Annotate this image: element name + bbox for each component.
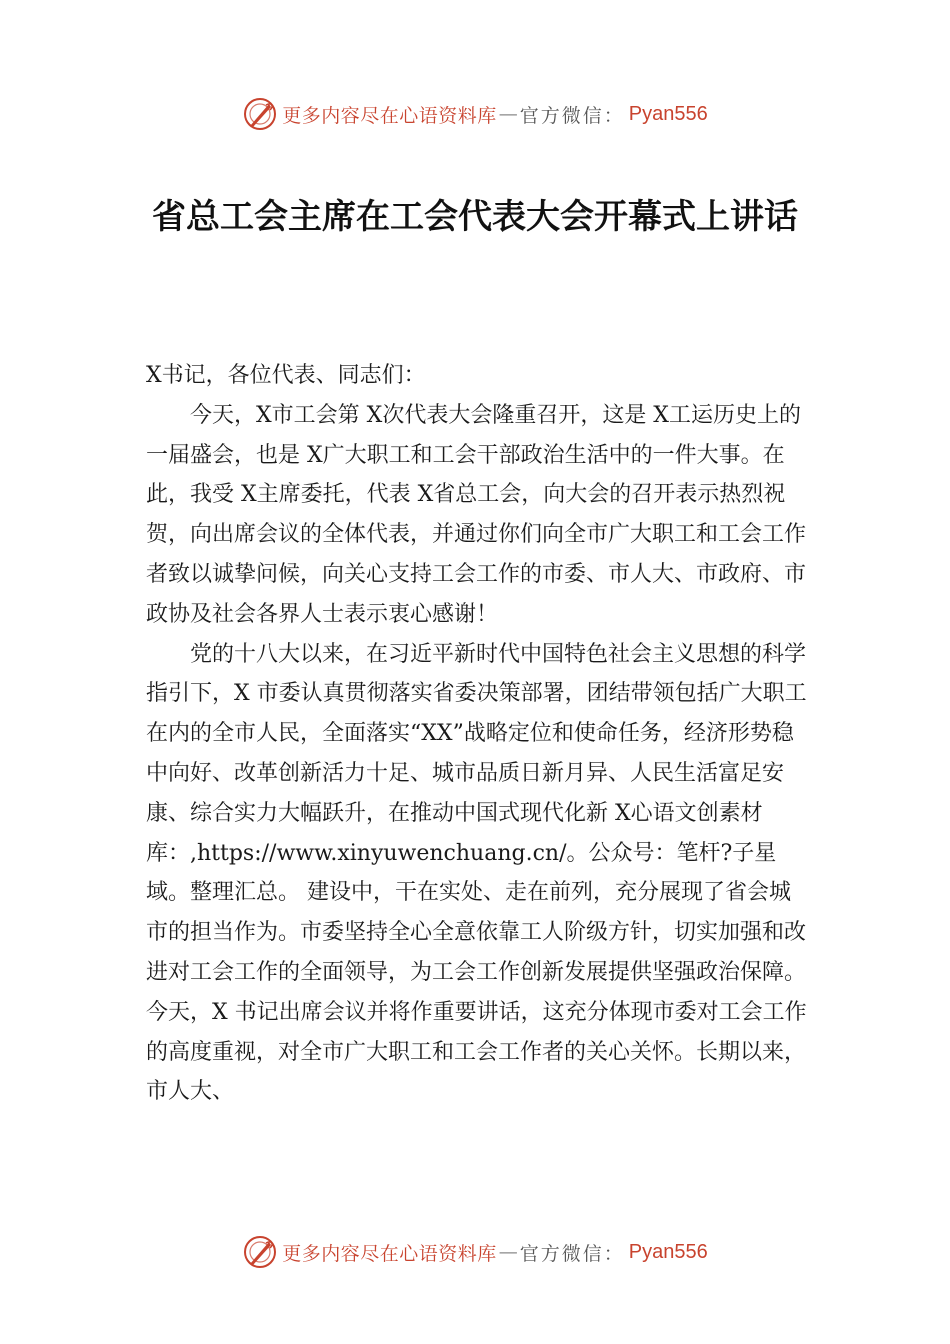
paragraph-2: 党的十八大以来，在习近平新时代中国特色社会主义思想的科学指引下，X 市委认真贯彻落实省委决策部署，团结带领包括广大职工在内的全市人民，全面落实“XX”战略定位和使命任务，经济形势稳中向好、改革创新活力十足、城市品质日新月异、人民生活富足安康、综合实力大幅跃升，在推动中国式现代化新 X心语文创素材库：,https://www.xinyuwenchuang.cn/。公众号：笔杆?子星域。整理汇总。 建设中，干在实处、走在前列，充分展现了省会城市的担当作为。市委坚持全心全意依靠工人阶级方针，切实加强和改进对工会工作的全面领导，为工会工作创新发展提供坚强政治保障。今天，X 书记出席会议并将作重要讲话，这充分体现市委对工会工作的高度重视，对全市广大职工和工会工作者的关心关怀。长期以来，市人大、: [146, 641, 807, 1105]
header-banner: [0, 94, 950, 134]
banner-dash: —: [498, 1241, 518, 1263]
document-title: 省总工会主席在工会代表大会开幕式上讲话: [152, 197, 798, 237]
paragraph-1: 今天，X市工会第 X次代表大会隆重召开，这是 X工运历史上的一届盛会，也是 X广大职工和工会干部政治生活中的一件大事。在此，我受 X主席委托，代表 X省总工会，向大会的召开表示热烈祝贺，向出席会议的全体代表，并通过你们向全市广大职工和工会工作者致以诚挚问候，向关心支持工会工作的市委、市人大、市政府、市政协及社会各界人士表示衷心感谢！: [146, 402, 807, 627]
quill-seal-icon: [242, 1234, 278, 1270]
salutation: X书记，各位代表、同志们：: [146, 363, 426, 388]
banner-text: 更多内容尽在心语资料库: [282, 1242, 497, 1265]
document-body: [146, 356, 810, 1112]
banner-dash: —: [498, 103, 518, 125]
banner-wechat-id: Pyan556: [628, 1240, 708, 1263]
banner-wechat-label: 官方微信：: [519, 1242, 625, 1265]
banner-wechat-id: Pyan556: [628, 102, 708, 125]
banner-text: 更多内容尽在心语资料库: [282, 104, 497, 127]
quill-seal-icon: [242, 96, 278, 132]
footer-banner: [0, 1232, 950, 1272]
banner-wechat-label: 官方微信：: [519, 104, 625, 127]
